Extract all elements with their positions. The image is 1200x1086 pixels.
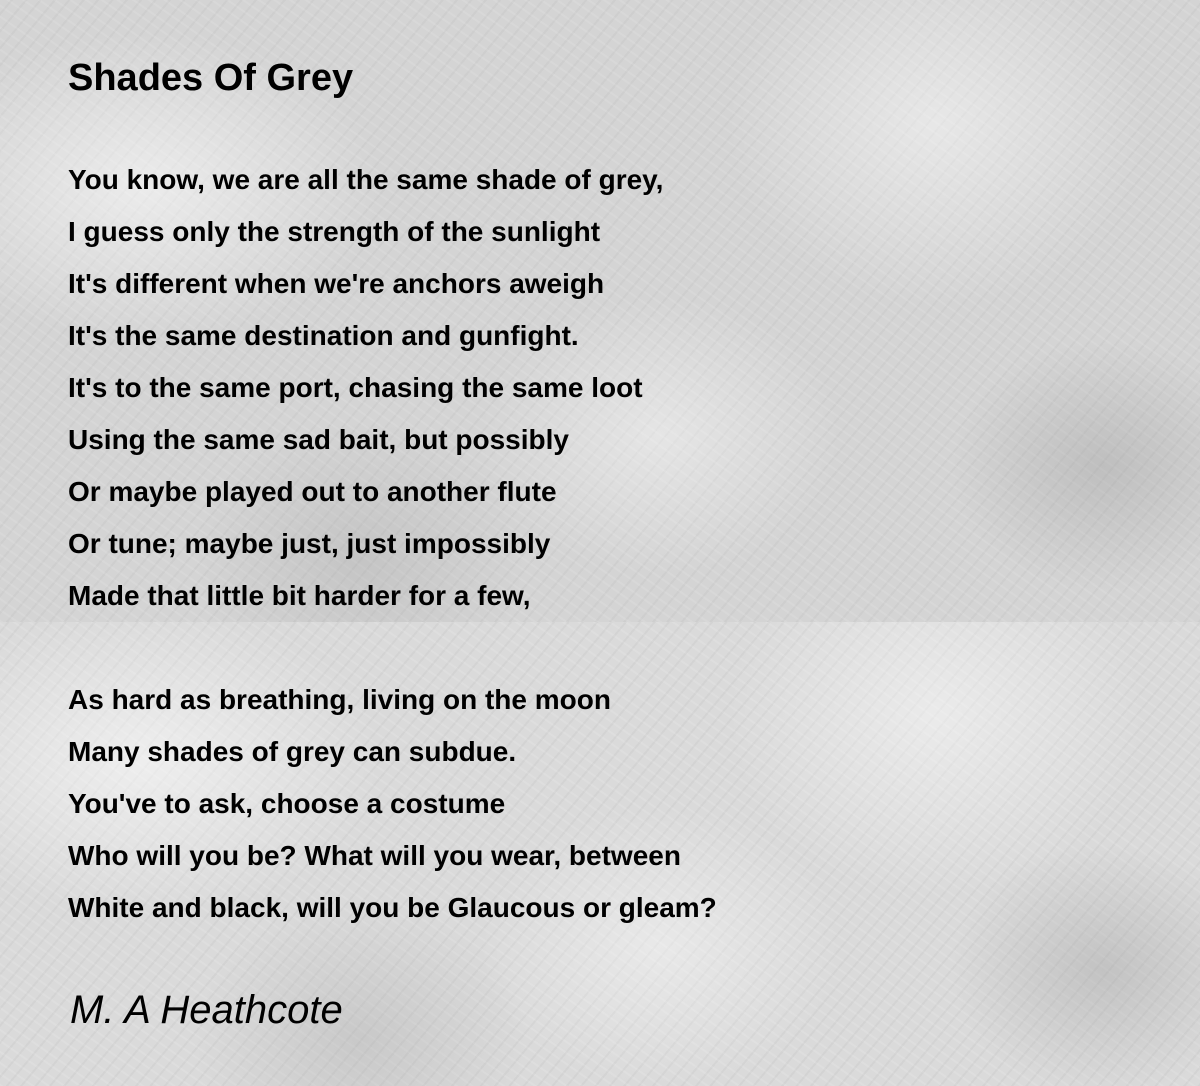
poem-line: You've to ask, choose a costume xyxy=(68,788,506,819)
stanza-1 xyxy=(68,154,663,622)
stanza-2 xyxy=(68,674,717,934)
poem-line: As hard as breathing, living on the moon xyxy=(68,684,611,715)
poem-line: Made that little bit harder for a few, xyxy=(68,580,531,611)
poem-line: Who will you be? What will you wear, between xyxy=(68,840,681,871)
poem-line: Or maybe played out to another flute xyxy=(68,476,557,507)
poem-line: It's to the same port, chasing the same loot xyxy=(68,372,643,403)
poem-line: Using the same sad bait, but possibly xyxy=(68,424,569,455)
poem-line: It's different when we're anchors aweigh xyxy=(68,268,605,299)
poem-line: White and black, will you be Glaucous or gleam? xyxy=(68,892,717,923)
poem-line: You know, we are all the same shade of grey, xyxy=(68,164,664,195)
poem-author: M. A Heathcote xyxy=(70,988,343,1032)
poem-line: It's the same destination and gunfight. xyxy=(68,320,579,351)
poem-line: I guess only the strength of the sunlight xyxy=(68,216,601,247)
poem-title: Shades Of Grey xyxy=(68,57,354,99)
poem-line: Or tune; maybe just, just impossibly xyxy=(68,528,551,559)
poem-line: Many shades of grey can subdue. xyxy=(68,736,517,767)
